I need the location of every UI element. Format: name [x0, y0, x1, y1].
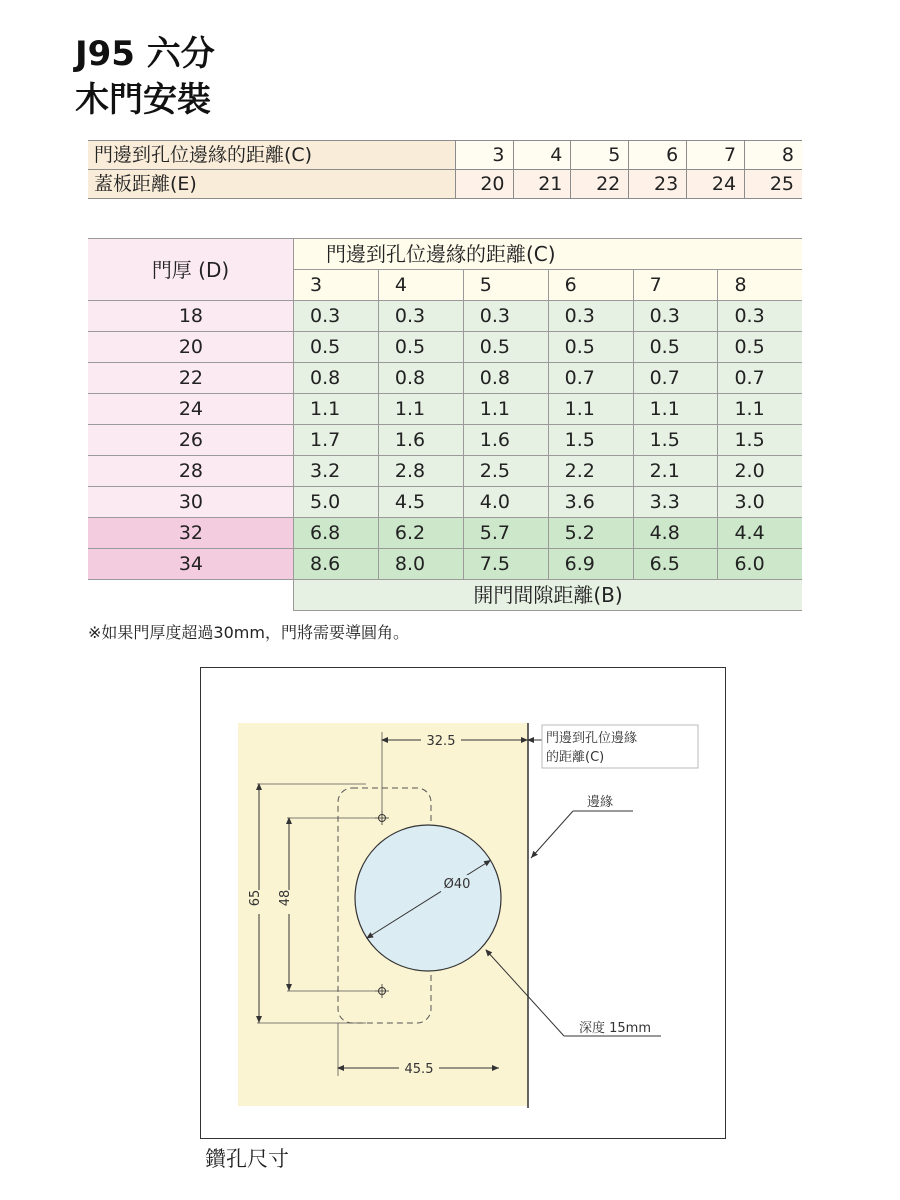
label-c-line2: 的距離(C) [546, 750, 605, 765]
table-cell: 7 [687, 141, 745, 170]
gap-value-cell: 1.1 [463, 394, 548, 425]
table-row [88, 170, 802, 199]
gap-value-cell: 1.5 [548, 425, 633, 456]
gap-value-cell: 2.1 [633, 456, 718, 487]
door-thickness-header: 門厚 (D) [88, 239, 294, 301]
dim-label-45-5: 45.5 [404, 1062, 434, 1077]
column-header: 4 [378, 270, 463, 301]
gap-value-cell: 0.8 [294, 363, 379, 394]
gap-value-cell: 6.0 [718, 549, 802, 580]
door-thickness-cell: 22 [88, 363, 294, 394]
table-row [88, 363, 802, 394]
gap-value-cell: 0.5 [463, 332, 548, 363]
gap-value-cell: 4.0 [463, 487, 548, 518]
column-header: 8 [718, 270, 802, 301]
label-c-line1: 門邊到孔位邊緣 [546, 731, 638, 746]
table-row [88, 518, 802, 549]
door-thickness-cell: 34 [88, 549, 294, 580]
blank-cell [88, 580, 294, 611]
gap-value-cell: 1.6 [378, 425, 463, 456]
row-label: 門邊到孔位邊緣的距離(C) [88, 141, 455, 170]
note-text: ※如果門厚度超過30mm，門將需要導圓角。 [88, 623, 409, 642]
table-cell: 5 [571, 141, 629, 170]
gap-value-cell: 2.5 [463, 456, 548, 487]
gap-value-cell: 1.5 [633, 425, 718, 456]
diagram-caption: 鑽孔尺寸 [205, 1147, 289, 1171]
gap-value-cell: 3.0 [718, 487, 802, 518]
gap-value-cell: 0.3 [718, 301, 802, 332]
overlay-table [88, 140, 802, 199]
gap-value-cell: 8.6 [294, 549, 379, 580]
distance-header: 門邊到孔位邊緣的距離(C) [294, 239, 803, 270]
gap-distance-label: 開門間隙距離(B) [294, 580, 803, 611]
table-cell: 20 [455, 170, 513, 199]
table-cell: 4 [513, 141, 571, 170]
gap-value-cell: 1.6 [463, 425, 548, 456]
gap-value-cell: 1.1 [378, 394, 463, 425]
column-header: 5 [463, 270, 548, 301]
gap-value-cell: 1.1 [548, 394, 633, 425]
gap-value-cell: 2.2 [548, 456, 633, 487]
cup-hole [355, 825, 501, 971]
page-title: J95 六分 [75, 34, 215, 74]
page-subtitle: 木門安裝 [75, 80, 211, 120]
gap-value-cell: 0.5 [378, 332, 463, 363]
gap-value-cell: 4.5 [378, 487, 463, 518]
gap-value-cell: 1.1 [718, 394, 802, 425]
gap-value-cell: 6.9 [548, 549, 633, 580]
gap-value-cell: 0.5 [294, 332, 379, 363]
table-row [88, 394, 802, 425]
door-thickness-cell: 18 [88, 301, 294, 332]
gap-value-cell: 0.5 [718, 332, 802, 363]
gap-value-cell: 1.7 [294, 425, 379, 456]
door-thickness-cell: 28 [88, 456, 294, 487]
gap-value-cell: 0.3 [548, 301, 633, 332]
gap-value-cell: 2.8 [378, 456, 463, 487]
table-header-row [88, 239, 802, 270]
column-header: 7 [633, 270, 718, 301]
gap-value-cell: 1.1 [294, 394, 379, 425]
door-thickness-cell: 26 [88, 425, 294, 456]
dim-label-48: 48 [278, 889, 293, 907]
gap-value-cell: 0.8 [378, 363, 463, 394]
label-edge: 邊緣 [587, 795, 614, 810]
gap-value-cell: 0.7 [718, 363, 802, 394]
drilling-diagram [200, 667, 726, 1139]
gap-value-cell: 6.8 [294, 518, 379, 549]
dim-label-32-5: 32.5 [426, 734, 456, 749]
table-cell: 8 [745, 141, 802, 170]
door-thickness-cell: 30 [88, 487, 294, 518]
gap-value-cell: 4.8 [633, 518, 718, 549]
table-row [88, 487, 802, 518]
table-cell: 24 [687, 170, 745, 199]
table-cell: 6 [629, 141, 687, 170]
gap-value-cell: 2.0 [718, 456, 802, 487]
gap-value-cell: 0.3 [378, 301, 463, 332]
gap-value-cell: 7.5 [463, 549, 548, 580]
gap-table [88, 238, 802, 611]
gap-value-cell: 0.5 [548, 332, 633, 363]
door-thickness-cell: 32 [88, 518, 294, 549]
gap-value-cell: 5.0 [294, 487, 379, 518]
table-row [88, 141, 802, 170]
table-row [88, 456, 802, 487]
gap-value-cell: 6.2 [378, 518, 463, 549]
table-cell: 22 [571, 170, 629, 199]
dim-label-65: 65 [248, 889, 263, 907]
gap-value-cell: 0.3 [294, 301, 379, 332]
table-row [88, 301, 802, 332]
gap-value-cell: 3.2 [294, 456, 379, 487]
column-header: 3 [294, 270, 379, 301]
table-row [88, 549, 802, 580]
gap-value-cell: 0.5 [633, 332, 718, 363]
gap-value-cell: 8.0 [378, 549, 463, 580]
gap-value-cell: 0.7 [548, 363, 633, 394]
door-thickness-cell: 20 [88, 332, 294, 363]
diagram-svg [201, 668, 724, 1137]
door-thickness-cell: 24 [88, 394, 294, 425]
dim-label-diameter: Ø40 [443, 877, 471, 892]
table-cell: 3 [455, 141, 513, 170]
table-cell: 25 [745, 170, 802, 199]
gap-value-cell: 5.2 [548, 518, 633, 549]
gap-value-cell: 3.6 [548, 487, 633, 518]
label-depth: 深度 15mm [579, 1021, 652, 1036]
table-cell: 23 [629, 170, 687, 199]
table-cell: 21 [513, 170, 571, 199]
column-header: 6 [548, 270, 633, 301]
gap-value-cell: 1.5 [718, 425, 802, 456]
table-row [88, 425, 802, 456]
gap-value-cell: 4.4 [718, 518, 802, 549]
table-footer-row [88, 580, 802, 611]
gap-value-cell: 6.5 [633, 549, 718, 580]
gap-value-cell: 0.7 [633, 363, 718, 394]
leader-edge-arrow [531, 811, 573, 858]
gap-value-cell: 5.7 [463, 518, 548, 549]
gap-value-cell: 0.3 [463, 301, 548, 332]
gap-value-cell: 0.8 [463, 363, 548, 394]
gap-value-cell: 3.3 [633, 487, 718, 518]
table-row [88, 332, 802, 363]
row-label: 蓋板距離(E) [88, 170, 455, 199]
gap-value-cell: 1.1 [633, 394, 718, 425]
gap-value-cell: 0.3 [633, 301, 718, 332]
